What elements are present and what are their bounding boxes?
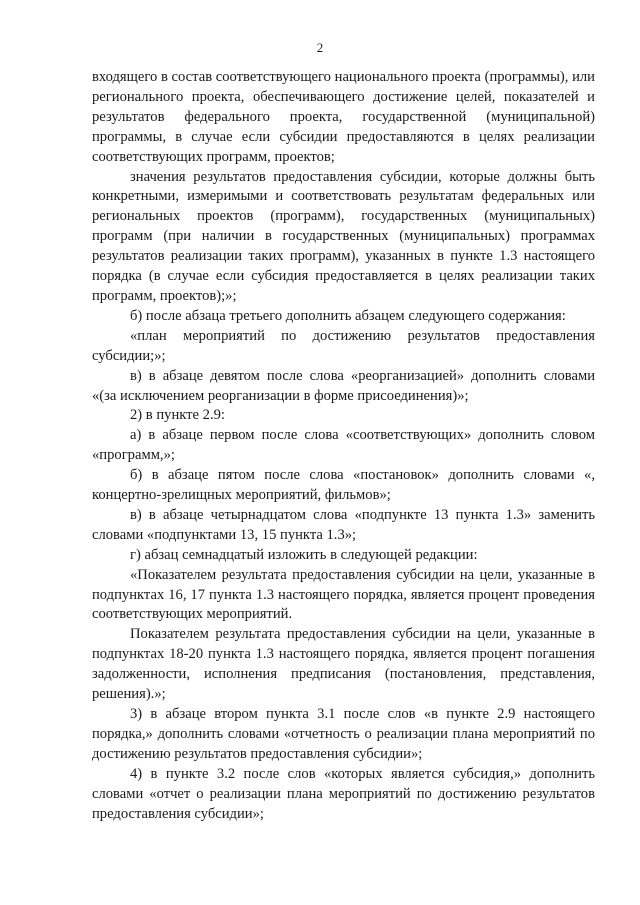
paragraph-4: «план мероприятий по достижению результатов предоставления субсидии;»; [92,327,595,364]
document-body [92,68,595,824]
paragraph-12: Показателем результата предоставления субсидии на цели, указанные в подпунктах 18-20 пункта 1.3 настоящего порядка, является процент погашения задолженности, исполнения предписания (постановления, представления, решения).»; [92,626,595,703]
page-number: 2 [316,40,324,55]
paragraph-11: «Показателем результата предоставления субсидии на цели, указанные в подпунктах 16, 17 пункта 1.3 настоящего порядка, является процент проведения соответствующих мероприятий. [92,566,595,623]
paragraph-5: в) в абзаце девятом после слова «реорганизацией» дополнить словами «(за исключением реорганизации в форме присоединения)»; [92,367,595,404]
paragraph-9: в) в абзаце четырнадцатом слова «подпункте 13 пункта 1.3» заменить словами «подпунктами 13, 15 пункта 1.3»; [92,506,595,543]
paragraph-1: входящего в состав соответствующего национального проекта (программы), или регионального проекта, обеспечивающего достижение целей, показателей и результатов федерального проекта, государственной (муниципальной) программы, в случае если субсидии предоставляются в целях реализации соответствующих программ, проектов; [92,69,595,165]
paragraph-2: значения результатов предоставления субсидии, которые должны быть конкретными, измеримыми и соответствовать результатам федеральных или региональных проектов (программ), государственных (муниципальных) программ (при наличии в государственных (муниципальных) программах результатов реализации таких программ), указанных в пункте 1.3 настоящего порядка (в случае если субсидия предоставляется в целях реализации таких программ, проектов);»; [92,168,595,304]
paragraph-3: б) после абзаца третьего дополнить абзацем следующего содержания: [130,307,566,324]
paragraph-13: 3) в абзаце втором пункта 3.1 после слов «в пункте 2.9 настоящего порядка,» дополнить словами «отчетность о реализации плана мероприятий по достижению результатов предоставления субсидии»; [92,706,595,762]
paragraph-10: г) абзац семнадцатый изложить в следующей редакции: [130,546,478,563]
paragraph-6: 2) в пункте 2.9: [130,407,225,424]
paragraph-7: а) в абзаце первом после слова «соответствующих» дополнить словом «программ,»; [92,427,595,464]
paragraph-14: 4) в пункте 3.2 после слов «которых является субсидия,» дополнить словами «отчет о реализации плана мероприятий по достижению результатов предоставления субсидии»; [92,765,595,822]
paragraph-8: б) в абзаце пятом после слова «постановок» дополнить словами «, концертно-зрелищных мероприятий, фильмов»; [92,467,595,504]
